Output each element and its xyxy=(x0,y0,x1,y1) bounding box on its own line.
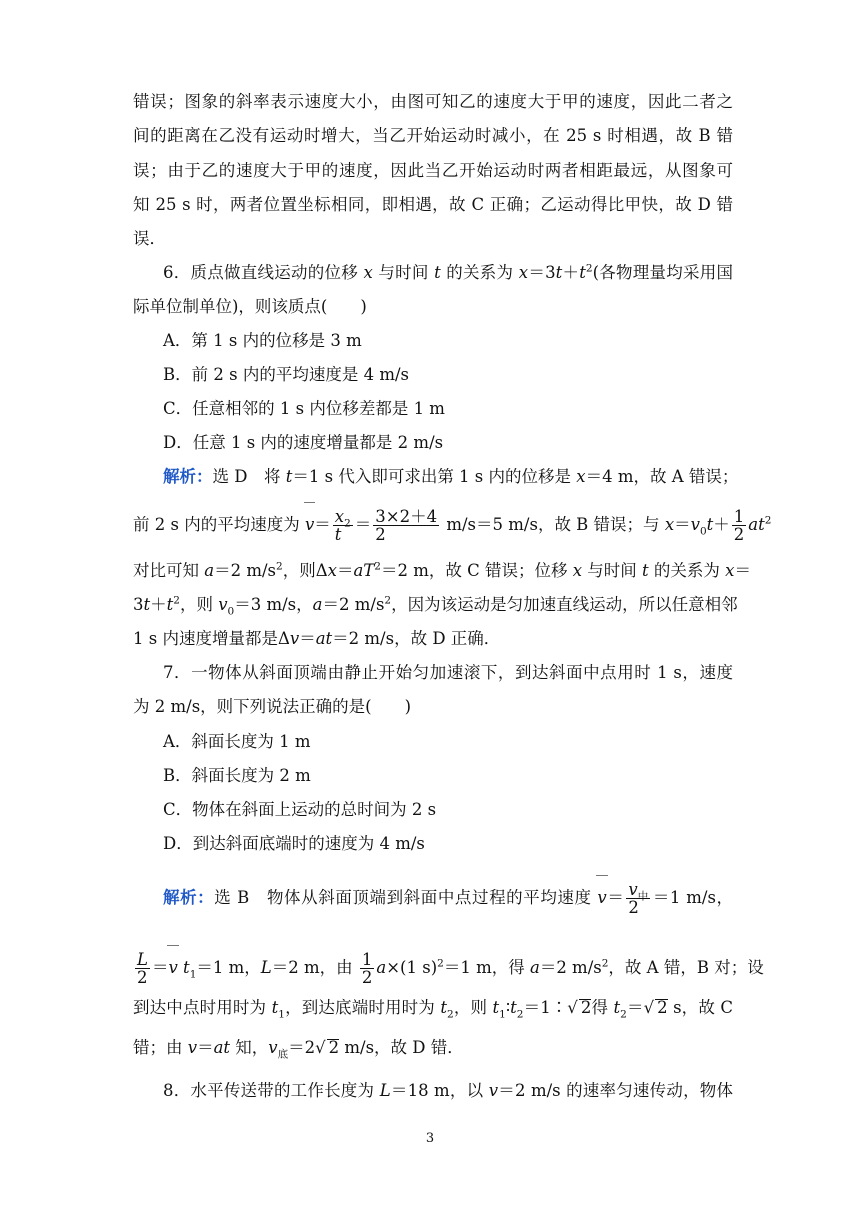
text-line: 间的距离在乙没有运动时增大，当乙开始运动时减小，在 25 s 时相遇，故 B 错 xyxy=(133,126,733,145)
solution-label: 解析： xyxy=(163,888,215,907)
solution-7-line: 到达中点时用时为 $t_1$，到达底端时用时为 $t_2$，则 $t_1∶t_2=1∶√$ 2得 $t_2=√$ 2 s，故 C xyxy=(133,998,734,1021)
question-7-stem-cont: 为 2 m/s，则下列说法正确的是( ) xyxy=(133,697,412,716)
solution-7-line: 解析：选 B 物体从斜面顶端到斜面中点过程的平均速度 v＝ $\frac{v_中}{2}$ ＝1 m/s， xyxy=(163,880,734,917)
solution-6-line: 前 2 s 内的平均速度为 v＝ $\frac{x_2}{t}$ ＝ $\frac{3\times 2+4}{2}$ m/s＝5 m/s，故 B 错误；与 $x=v_0t+$ $\frac{1}{2}$ $at^2$ xyxy=(133,507,772,544)
solution-6-line: 1 s 内速度增量都是Δv＝at＝2 m/s，故 D 正确． xyxy=(133,629,501,648)
question-7-stem: 7．一物体从斜面顶端由静止开始匀加速滚下，到达斜面中点用时 1 s，速度 xyxy=(163,663,733,682)
question-6-stem: 6．质点做直线运动的位移 x 与时间 t 的关系为 $x=3t+t^2$(各物理量均采用国 xyxy=(163,262,734,282)
option-a: A．斜面长度为 1 m xyxy=(163,732,311,751)
solution-7-line: 错；由 v＝at 知，$v_底=2√$ 2 m/s，故 D 错． xyxy=(133,1038,464,1061)
option-d: D．任意 1 s 内的速度增量都是 2 m/s xyxy=(163,433,444,452)
option-c: C．任意相邻的 1 s 内位移差都是 1 m xyxy=(163,399,445,418)
solution-6-line: $3t+t^2$，则 $v_0=3$ m/s，a＝2 $m/s^2$，因为该运动是匀加速直线运动，所以任意相邻 xyxy=(133,594,738,618)
option-b: B．前 2 s 内的平均速度是 4 m/s xyxy=(163,365,409,384)
text-line: 误． xyxy=(133,229,166,248)
text-line: 知 25 s 时，两者位置坐标相同，即相遇，故 C 正确；乙运动得比甲快，故 D 错 xyxy=(133,195,733,214)
solution-6-line: 对比可知 a＝2 $m/s^2$，则$\Delta x=aT^2=2$ m，故 C 错误；位移 x 与时间 t 的关系为 x＝ xyxy=(133,560,751,580)
text-line: 误；由于乙的速度大于甲的速度，因此当乙开始运动时两者相距最远，从图象可 xyxy=(133,161,733,180)
option-b: B．斜面长度为 2 m xyxy=(163,766,311,785)
option-d: D．到达斜面底端时的速度为 4 m/s xyxy=(163,834,425,853)
option-a: A．第 1 s 内的位移是 3 m xyxy=(163,331,362,350)
option-c: C．物体在斜面上运动的总时间为 2 s xyxy=(163,800,437,819)
solution-6-line: 解析：选 D 将 t＝1 s 代入即可求出第 1 s 内的位移是 x＝4 m，故 A 错误； xyxy=(163,467,739,486)
text-line: 错误；图象的斜率表示速度大小，由图可知乙的速度大于甲的速度，因此二者之 xyxy=(133,92,733,111)
question-8-stem: 8．水平传送带的工作长度为 L＝18 m，以 v＝2 m/s 的速率匀速传动，物体 xyxy=(163,1081,733,1100)
page-number: 3 xyxy=(425,1131,435,1146)
question-6-stem-cont: 际单位制单位)，则该质点( ) xyxy=(133,297,367,316)
solution-label: 解析： xyxy=(163,467,213,486)
solution-7-line: $\frac{L}{2}$ ＝v $t_1=1$ m，L＝2 m，由 $\frac{1}{2}$ a×(1 s)$^2$＝1 m，得 a＝2 $m/s^2$，故 A 错，B 对；设 xyxy=(137,950,764,987)
